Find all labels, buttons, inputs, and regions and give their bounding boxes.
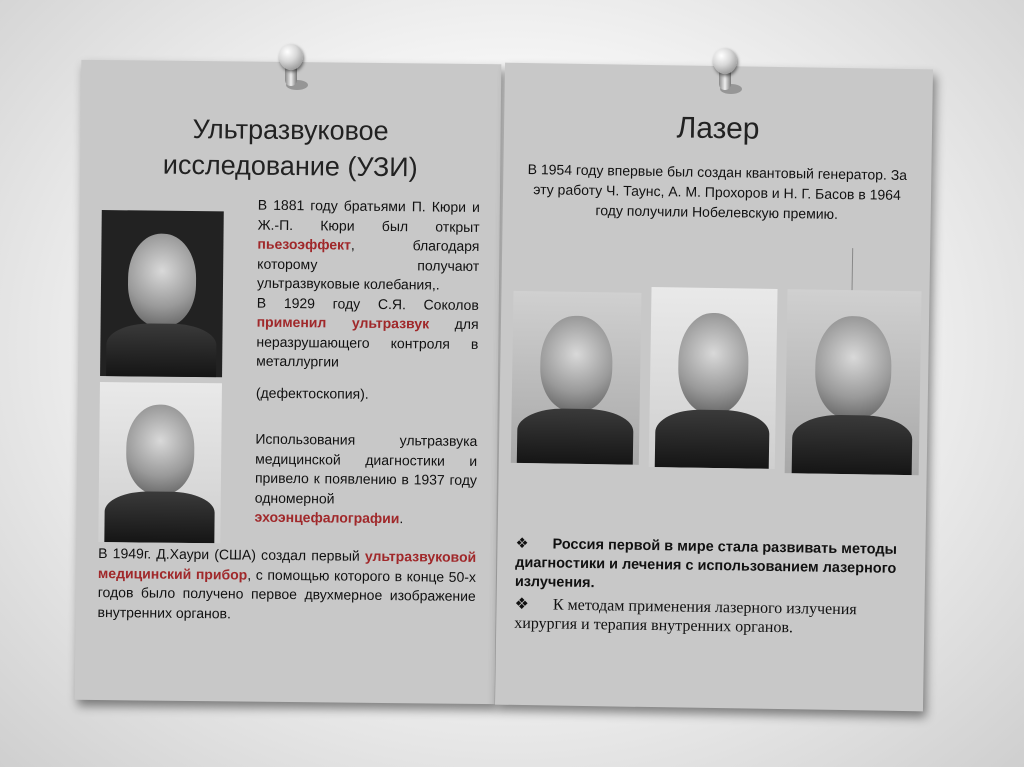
text-segment: , благодаря которому получают ультразвуковые колебания,. bbox=[256, 236, 480, 293]
highlight-echo: эхоэнцефалографии bbox=[254, 508, 400, 527]
divider-line bbox=[851, 248, 853, 294]
highlight-ultrasound: применил ультразвук bbox=[256, 313, 430, 332]
portrait-prokhorov bbox=[649, 287, 778, 469]
text-segment: В 1949г. Д.Хаури (США) создал первый bbox=[98, 545, 366, 564]
text-segment: (дефектоскопия). bbox=[255, 384, 369, 402]
text-segment: Использования ультразвука медицинской диагностики и привело к появлению в 1937 году одномерной bbox=[254, 430, 478, 506]
right-card bbox=[495, 63, 933, 712]
pushpin-icon bbox=[276, 44, 306, 94]
right-card-title: Лазер bbox=[676, 111, 760, 146]
highlight-piezo: пьезоэффект bbox=[257, 235, 352, 253]
bullet-text: Россия первой в мире стала развивать методы диагностики и лечения с использованием лазерного излучения. bbox=[514, 536, 898, 592]
bullet-russia bbox=[515, 535, 906, 598]
laser-intro: В 1954 году впервые был создан квантовый генератор. За эту работу Ч. Таунс, А. М. Прохоров и Н. Г. Басов в 1964 году получили Нобелевскую премию. bbox=[527, 161, 908, 222]
diamond-bullet-icon: ❖ bbox=[515, 535, 529, 553]
highlight-device: ультразвуковой медицинский прибор bbox=[97, 547, 477, 583]
text-segment: для неразрушающего контроля в металлургии bbox=[256, 315, 479, 370]
text-segment: В 1929 году С.Я. Соколов bbox=[256, 294, 479, 313]
pushpin-icon bbox=[710, 48, 740, 98]
text-segment: , с помощью которого в конце 50-х годов было получено первое двухмерное изображение внутренних органов. bbox=[97, 566, 477, 621]
paragraph-defectoscopy bbox=[256, 384, 478, 406]
bullet-text: К методам применения лазерного излучения хирургия и терапия внутренних органов. bbox=[514, 596, 857, 637]
paragraph-howry bbox=[97, 544, 476, 626]
text-segment: . bbox=[399, 510, 404, 527]
bullet-methods bbox=[514, 595, 905, 639]
portrait-basov bbox=[785, 289, 922, 475]
portrait-photo-1 bbox=[100, 210, 224, 377]
portrait-photo-2 bbox=[98, 382, 222, 543]
paragraph-echo bbox=[254, 430, 477, 530]
left-card-title: Ультразвуковое исследование (УЗИ) bbox=[162, 113, 418, 183]
text-segment: В 1881 году братьями П. Кюри и Ж.-П. Кюри был открыт bbox=[257, 196, 480, 235]
portrait-townes bbox=[511, 291, 642, 465]
paragraph-piezo bbox=[256, 196, 480, 374]
left-card bbox=[75, 60, 502, 704]
diamond-bullet-icon: ❖ bbox=[514, 595, 530, 614]
